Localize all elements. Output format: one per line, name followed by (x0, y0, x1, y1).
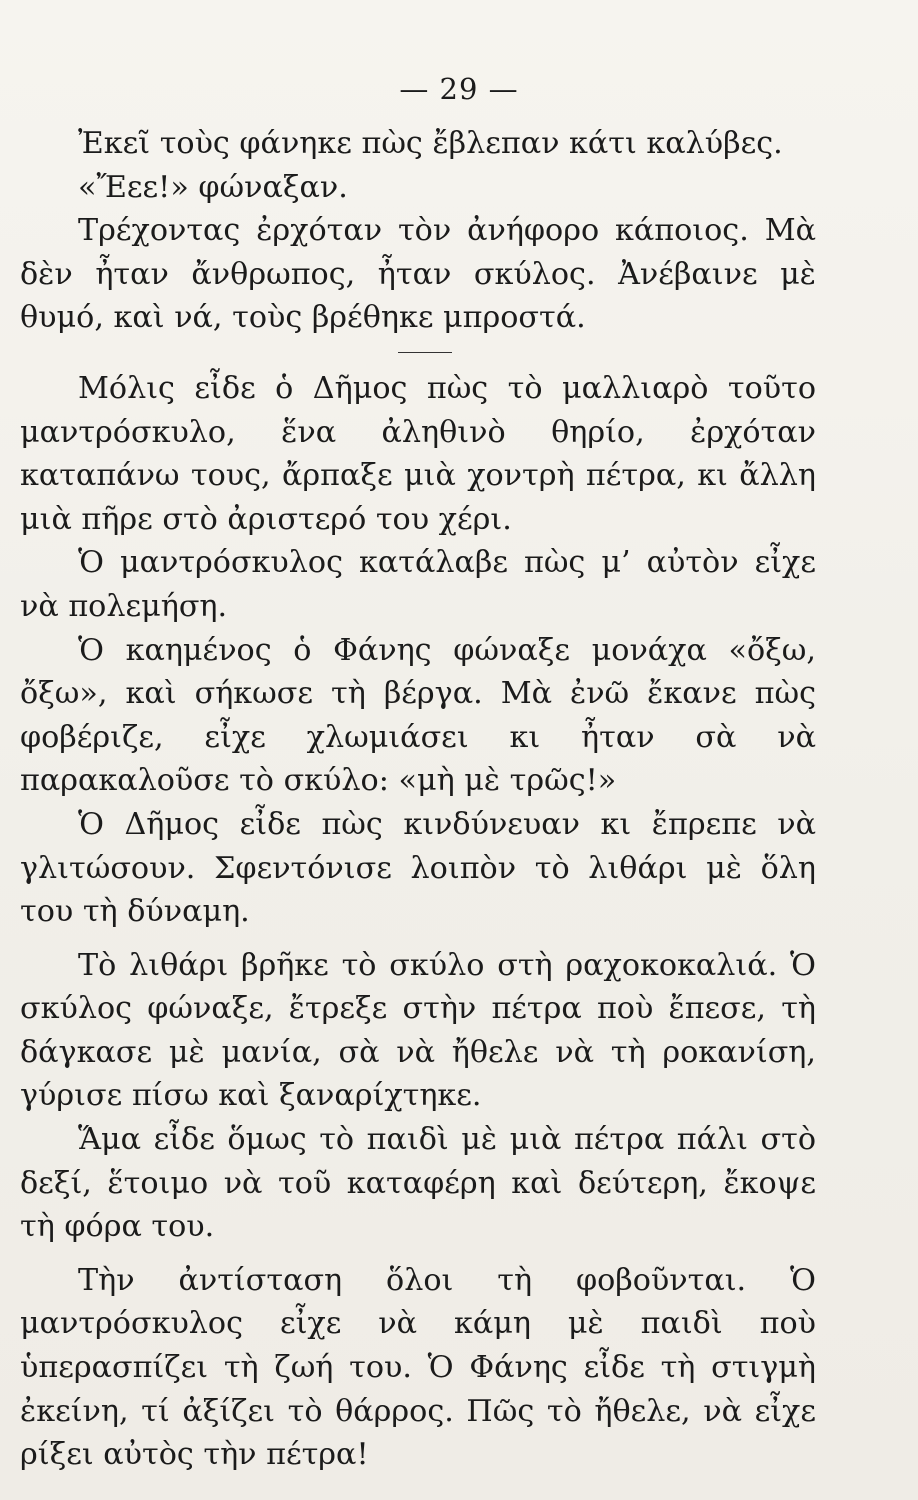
paragraph-6: Ὁ καημένος ὁ Φάνης φώναξε μονάχα «ὄξω, ὄξω», καὶ σήκωσε τὴ βέργα. Μὰ ἐνῶ ἔκανε πὼς φοβέριζε, εἶχε χλωμιάσει κι ἦταν σὰ νὰ παρακαλοῦσε τὸ σκύλο: «μὴ μὲ τρῶς!» (20, 632, 816, 799)
paragraph-5: Ὁ μαντρόσκυλος κατάλαβε πὼς μ’ αὐτὸν εἶχε νὰ πολεμήση. (20, 545, 816, 624)
paragraph-4: Μόλις εἶδε ὁ Δῆμος πὼς τὸ μαλλιαρὸ τοῦτο μαντρόσκυλο, ἕνα ἀληθινὸ θηρίο, ἐρχόταν καταπάνω τους, ἄρπαξε μιὰ χοντρὴ πέτρα, κι ἄλλη μιὰ πῆρε στὸ ἀριστερό του χέρι. (20, 370, 816, 537)
page-number: — 29 — (399, 72, 519, 106)
paragraph-2: «Ἔεε!» φώναξαν. (78, 169, 348, 205)
paragraph-10: Τὴν ἀντίσταση ὅλοι τὴ φοβοῦνται. Ὁ μαντρόσκυλος εἶχε νὰ κάμη μὲ παιδὶ ποὺ ὑπερασπίζει τὴ ζωή του. Ὁ Φάνης εἶδε τὴ στιγμὴ ἐκείνη, τί ἀξίζει τὸ θάρρος. Πῶς τὸ ἤθελε, νὰ εἶχε ρίξει αὐτὸς τὴν πέτρα! (20, 1262, 816, 1473)
paragraph-7: Ὁ Δῆμος εἶδε πὼς κινδύνευαν κι ἔπρεπε νὰ γλιτώσουν. Σφεντόνισε λοιπὸν τὸ λιθάρι μὲ ὅλη του τὴ δύναμη. (20, 806, 816, 930)
paragraph-1: Ἐκεῖ τοὺς φάνηκε πὼς ἔβλεπαν κάτι καλύβες. (78, 126, 783, 161)
paragraph-9: Ἅμα εἶδε ὅμως τὸ παιδὶ μὲ μιὰ πέτρα πάλι στὸ δεξί, ἕτοιμο νὰ τοῦ καταφέρη καὶ δεύτερη, ἔκοψε τὴ φόρα του. (20, 1122, 816, 1245)
section-divider (398, 352, 452, 353)
paragraph-3: Τρέχοντας ἐρχόταν τὸν ἀνήφορο κάποιος. Μὰ δὲν ἦταν ἄνθρωπος, ἦταν σκύλος. Ἀνέβαινε μὲ θυμό, καὶ νά, τοὺς βρέθηκε μπροστά. (20, 213, 816, 336)
paragraph-8: Τὸ λιθάρι βρῆκε τὸ σκύλο στὴ ραχοκοκαλιά. Ὁ σκύλος φώναξε, ἔτρεξε στὴν πέτρα ποὺ ἔπεσε, τὴ δάγκασε μὲ μανία, σὰ νὰ ἤθελε νὰ τὴ ροκανίση, γύρισε πίσω καὶ ξαναρίχτηκε. (20, 947, 816, 1114)
page-text (20, 122, 816, 1477)
